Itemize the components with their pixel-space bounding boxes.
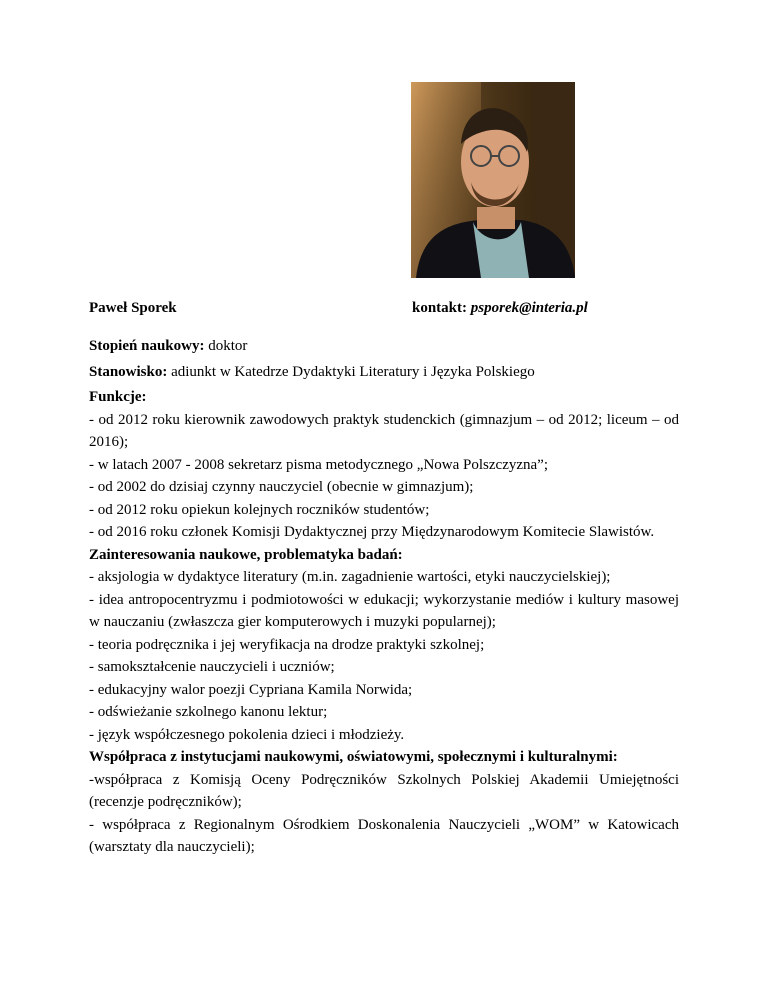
cooperation-heading: Współpraca z instytucjami naukowymi, oświatowymi, społecznymi i kulturalnymi: <box>89 749 618 765</box>
function-item: - od 2016 roku członek Komisji Dydaktycznej przy Międzynarodowym Komitecie Slawistów. <box>89 524 655 540</box>
degree-label: Stopień naukowy: <box>89 338 205 354</box>
contact <box>412 300 588 317</box>
contact-label: kontakt: <box>412 300 468 316</box>
interest-item: - idea antropocentryzmu i podmiotowości w edukacji; wykorzystanie mediów i kultury masowej w nauczaniu (zwłaszcza gier komputerowych i muzyki popularnej); <box>89 591 679 630</box>
function-item: - od 2002 do dzisiaj czynny nauczyciel (obecnie w gimnazjum); <box>89 479 474 495</box>
interest-item: - edukacyjny walor poezji Cypriana Kamila Norwida; <box>89 681 413 698</box>
interests-heading: Zainteresowania naukowe, problematyka badań: <box>89 546 403 563</box>
position-value: adiunkt w Katedrze Dydaktyki Literatury i Języka Polskiego <box>167 363 535 380</box>
functions-heading: Funkcje: <box>89 389 147 405</box>
degree-line <box>89 335 679 358</box>
interest-item: - aksjologia w dydaktyce literatury (m.in. zagadnienie wartości, etyki nauczycielskiej); <box>89 569 611 585</box>
function-item: - od 2012 roku kierownik zawodowych praktyk studenckich (gimnazjum – od 2012; liceum – od 2016); <box>89 411 679 450</box>
contact-email: psporek@interia.pl <box>470 300 588 316</box>
cooperation-item: - współpraca z Regionalnym Ośrodkiem Doskonalenia Nauczycieli „WOM” w Katowicach (warsztaty dla nauczycieli); <box>89 816 679 855</box>
degree-value: doktor <box>204 338 248 354</box>
cv-content <box>89 335 679 859</box>
position-line <box>89 361 679 384</box>
interest-item: - samokształcenie nauczycieli i uczniów; <box>89 659 335 675</box>
cooperation-item: -współpraca z Komisją Oceny Podręczników Szkolnych Polskiej Akademii Umiejętności (recenzje podręczników); <box>89 771 679 810</box>
person-name: Paweł Sporek <box>89 300 177 316</box>
interest-item: - odświeżanie szkolnego kanonu lektur; <box>89 704 328 720</box>
function-item: - w latach 2007 - 2008 sekretarz pisma metodycznego „Nowa Polszczyzna”; <box>89 456 548 473</box>
interest-item: - teoria podręcznika i jej weryfikacja na drodze praktyki szkolnej; <box>89 636 485 653</box>
profile-photo <box>411 82 575 278</box>
function-item: - od 2012 roku opiekun kolejnych roczników studentów; <box>89 501 430 518</box>
position-label: Stanowisko: <box>89 363 168 380</box>
interest-item: - język współczesnego pokolenia dzieci i młodzieży. <box>89 726 405 743</box>
